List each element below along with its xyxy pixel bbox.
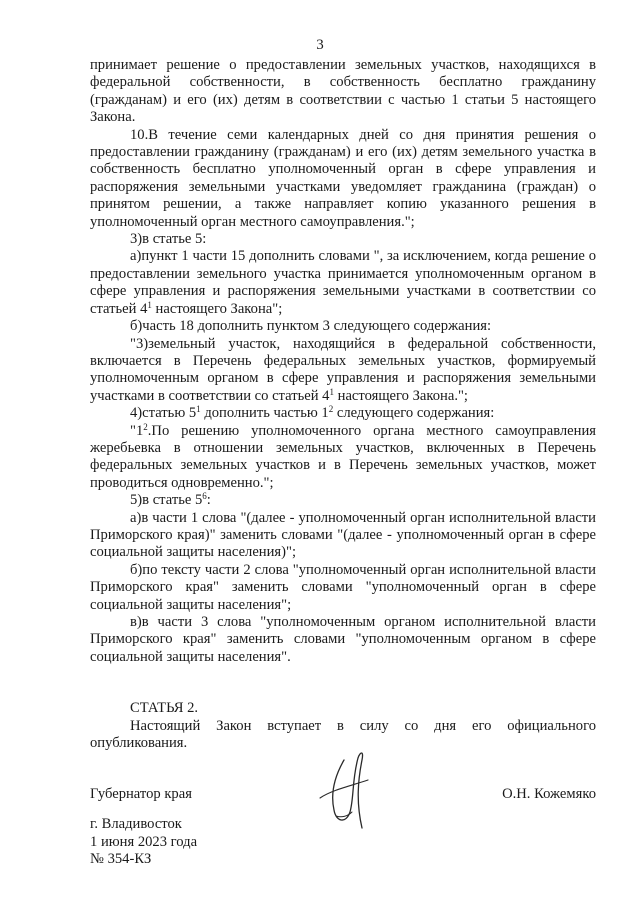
article-2-title: СТАТЬЯ 2.	[130, 700, 199, 717]
signer-title: Губернатор края	[90, 786, 192, 802]
document-footer	[90, 816, 197, 869]
amendment-3: 3)в статье 5:	[130, 231, 207, 248]
signature-row	[90, 786, 596, 806]
amendment-5v: в)в части 3 слова "уполномоченным органом исполнительной власти Приморского края" заменить словами "уполномоченным органом в сфере социальной защиты населения".	[90, 614, 596, 665]
amendment-5: 5)в статье $5^6$:	[130, 491, 211, 509]
spacer	[90, 666, 596, 700]
continuation-paragraph: принимает решение о предоставлении земельных участков, находящихся в федеральной собственности, в собственность бесплатно гражданину (гражданам) и его (их) детям в соответствии с частью 1 статьи 5 настоящего Закона.	[90, 57, 596, 126]
article-2-text: Настоящий Закон вступает в силу со дня его официального опубликования.	[90, 717, 596, 752]
amendment-4-quote: "$1^2.По$ решению уполномоченного органа местного самоуправления жеребьевка в отношении земельных участков, включенных в Перечень федеральных земельных участков и в Перечень земельных участков, может проводиться одновременно.";	[90, 421, 596, 491]
amendment-3b-quote: "3)земельный участок, находящийся в федеральной собственности, включается в Перечень федеральных земельных участков, формируемый уполномоченным органом в сфере управления и распоряжения земельными участками в соответствии со статьей $4^1$ настоящего Закона.";	[90, 335, 596, 404]
date: 1 июня 2023 года	[90, 833, 198, 850]
signer-name: О.Н. Кожемяко	[502, 786, 596, 802]
document-body	[90, 57, 596, 752]
amendment-3a: а)пункт 1 части 15 дополнить словами ", за исключением, когда решение о предоставлении земельного участка принимается уполномоченным органом в сфере управления и распоряжения земельными участками в соответствии со статьей $4^1$ настоящего Закона";	[90, 248, 596, 317]
item-10: 10.В течение семи календарных дней со дня принятия решения о предоставлении гражданину (гражданам) и его (их) детям земельного участка в собственность бесплатно уполномоченный орган в сфере управления и распоряжения земельными участками уведомляет гражданина (граждан) о принятом решении, а также направляет копию указанного решения в уполномоченный орган местного самоуправления.";	[90, 126, 596, 230]
amendment-3b: б)часть 18 дополнить пунктом 3 следующего содержания:	[130, 318, 492, 335]
amendment-4: 4)статью $5^1$ дополнить частью $1^2$ следующего содержания:	[130, 404, 495, 422]
page-number: 3	[316, 37, 324, 53]
amendment-5a: а)в части 1 слова "(далее - уполномоченный орган исполнительной власти Приморского края)" заменить словами "(далее - уполномоченный орган в сфере социальной защиты населения)";	[90, 509, 596, 561]
law-number: № 354-КЗ	[90, 851, 152, 868]
amendment-5b: б)по тексту части 2 слова "уполномоченный орган исполнительной власти Приморского края" заменить словами "уполномоченный орган в сфере социальной защиты населения";	[90, 561, 596, 613]
city: г. Владивосток	[90, 816, 182, 832]
